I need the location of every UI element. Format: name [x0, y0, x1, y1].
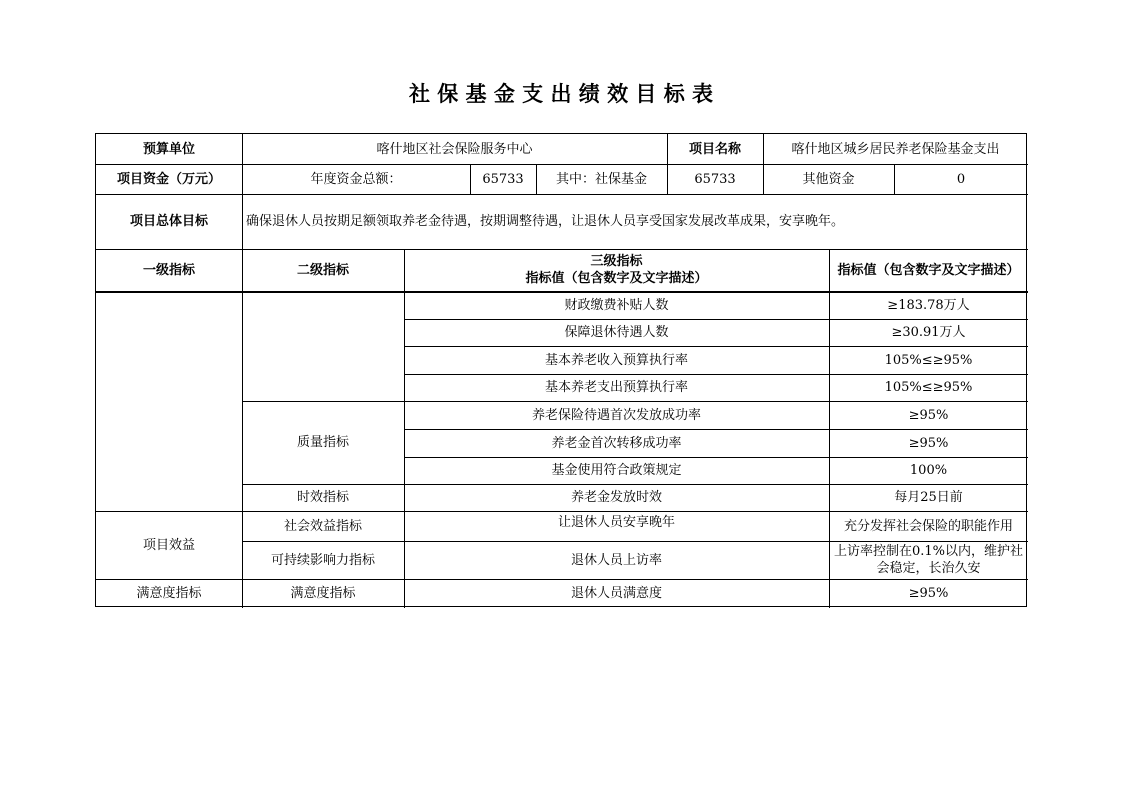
col-level2-header: 二级指标	[296, 262, 349, 278]
row-l3: 基金使用符合政策规定	[551, 463, 682, 478]
other-funds-label: 其他资金	[802, 171, 855, 187]
row-value: ≥95%	[908, 586, 949, 601]
goal-label: 项目总体目标	[129, 214, 208, 229]
funds-label: 项目资金（万元）	[116, 171, 221, 187]
row-value: ≥30.91万人	[891, 325, 966, 340]
group-satisfaction-l1: 满意度指标	[136, 586, 202, 601]
col-level3-header	[404, 249, 829, 291]
row-l3: 基本养老支出预算执行率	[544, 380, 688, 395]
row-value: ≥95%	[908, 407, 949, 423]
row-l3: 财政缴费补贴人数	[564, 297, 669, 313]
annual-total-value: 65733	[482, 171, 524, 187]
other-funds-value: 0	[956, 171, 966, 187]
col-value-header: 指标值（包含数字及文字描述）	[837, 262, 1020, 278]
row-value-line2: 会稳定，长治久安	[876, 561, 981, 576]
col-level1-header: 一级指标	[142, 262, 195, 278]
group-sustainable: 可持续影响力指标	[270, 552, 375, 568]
group-satisfaction-l2: 满意度指标	[290, 586, 356, 601]
row-value: ≥95%	[908, 435, 949, 451]
performance-table	[95, 133, 1027, 607]
group-quality: 质量指标	[296, 435, 349, 450]
row-value-line1: 上访率控制在0.1%以内，维护社	[833, 544, 1024, 559]
of-which-value: 65733	[694, 171, 736, 187]
project-name-label: 项目名称	[688, 141, 741, 157]
of-which-label: 其中：社保基金	[555, 171, 647, 187]
row-l3: 退休人员上访率	[570, 552, 662, 568]
goal-value: 确保退休人员按期足额领取养老金待遇，按期调整待遇，让退休人员享受国家发展改革成果，安享晚年。	[246, 214, 845, 229]
row-l3: 养老金发放时效	[570, 490, 662, 505]
budget-unit-value: 喀什地区社会保险服务中心	[376, 141, 533, 157]
row-l3: 基本养老收入预算执行率	[544, 352, 688, 368]
budget-unit-label: 预算单位	[142, 141, 195, 157]
row-value: 充分发挥社会保险的职能作用	[843, 518, 1013, 534]
row-l3: 养老金首次转移成功率	[551, 435, 682, 451]
annual-total-label: 年度资金总额：	[310, 171, 402, 187]
row-value: ≥183.78万人	[887, 297, 970, 313]
page-title: 社 保 基 金 支 出 绩 效 目 标 表	[408, 82, 714, 106]
row-l3: 退休人员满意度	[570, 586, 662, 601]
row-value: 100%	[909, 463, 948, 478]
row-value: 105%≤≥95%	[884, 380, 973, 395]
group-timeliness: 时效指标	[296, 490, 349, 505]
row-value	[829, 541, 1028, 579]
col-level3-line2: 指标值（包含数字及文字描述）	[525, 271, 708, 286]
group-project-benefit: 项目效益	[142, 537, 195, 553]
col-level3-line1: 三级指标	[590, 254, 643, 269]
row-value: 105%≤≥95%	[884, 352, 973, 368]
row-value: 每月25日前	[894, 490, 963, 505]
row-l3: 养老保险待遇首次发放成功率	[531, 407, 701, 423]
project-name-value: 喀什地区城乡居民养老保险基金支出	[791, 141, 1000, 157]
row-l3: 保障退休待遇人数	[564, 325, 669, 340]
group-social-benefit: 社会效益指标	[283, 518, 362, 534]
row-l3: 让退休人员安享晚年	[557, 515, 675, 530]
